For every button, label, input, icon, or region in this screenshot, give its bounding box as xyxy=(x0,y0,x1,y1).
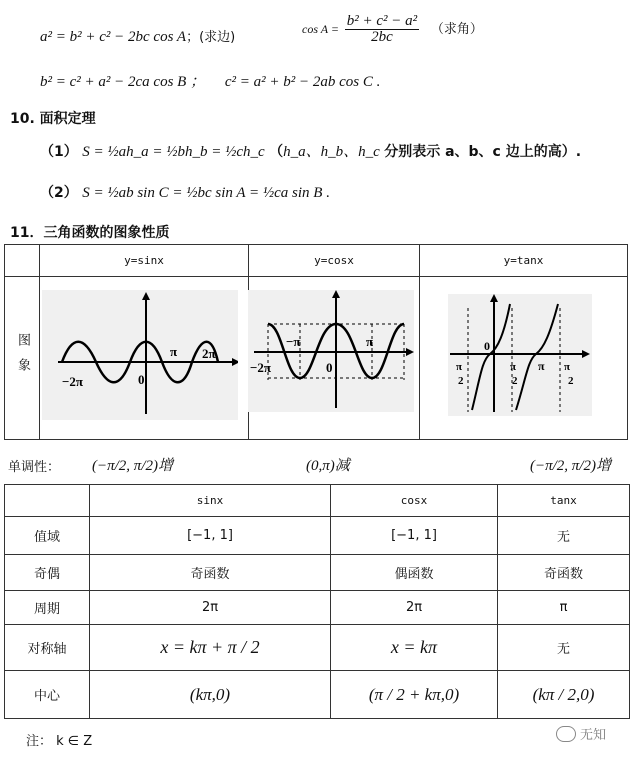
props-header-sin: sinx xyxy=(90,485,331,517)
area-item-1: （1） S = ½ah_a = ½bh_b = ½ch_c （h_a、h_b、h_c 分别表示 a、b、c 边上的高）. xyxy=(40,144,582,160)
props-label-parity: 奇偶 xyxy=(5,555,90,591)
tan-label-pi2: π xyxy=(510,361,517,373)
tan-label-negpi-den: 2 xyxy=(458,375,464,387)
cosine-law-a: a² = b² + c² − 2bc cos A；(求边) xyxy=(40,29,236,45)
graph-header-tan: y=tanx xyxy=(420,245,628,277)
props-header-cos: cosx xyxy=(331,485,498,517)
watermark: 无知 xyxy=(556,724,606,743)
props-range-cos: [−1, 1] xyxy=(331,517,498,555)
props-range-sin: [−1, 1] xyxy=(90,517,331,555)
mono-cos: (0,π)减 xyxy=(306,458,350,474)
cos-label-negpi: −π xyxy=(286,334,301,349)
props-parity-sin: 奇函数 xyxy=(90,555,331,591)
props-label-center: 中心 xyxy=(5,671,90,719)
props-axis-tan: 无 xyxy=(498,625,630,671)
tan-label-zero: 0 xyxy=(484,339,490,353)
graph-corner-cell xyxy=(5,245,40,277)
tan-label-3pi: π xyxy=(564,361,571,373)
props-period-sin: 2π xyxy=(90,591,331,625)
props-center-tan: (kπ / 2,0) xyxy=(498,671,630,719)
tan-label-pi: π xyxy=(538,359,545,373)
props-range-tan: 无 xyxy=(498,517,630,555)
tan-label-3pi-den: 2 xyxy=(568,375,574,387)
props-axis-cos: x = kπ xyxy=(331,625,498,671)
sin-label-zero: 0 xyxy=(138,372,145,387)
cos-graph xyxy=(248,290,414,412)
sin-graph xyxy=(42,290,238,420)
tan-label-negpi: π xyxy=(456,361,463,373)
cos-label-neg2pi: −2π xyxy=(250,360,272,375)
cos-label-pi: π xyxy=(366,334,374,349)
mono-sin: (−π/2, π/2)增 xyxy=(92,458,173,474)
chat-bubble-icon xyxy=(556,726,576,742)
props-label-period: 周期 xyxy=(5,591,90,625)
cosine-law-angle: cos A = $\frac{\text{b² + c² − a²}}{2bc}$ （求角） xyxy=(302,13,483,45)
graph-header-sin: y=sinx xyxy=(40,245,249,277)
cos-label-zero: 0 xyxy=(326,360,333,375)
props-table xyxy=(4,484,630,719)
props-period-cos: 2π xyxy=(331,591,498,625)
area-item-2: （2） S = ½ab sin C = ½bc sin A = ½ca sin B . xyxy=(40,185,330,201)
props-parity-tan: 奇函数 xyxy=(498,555,630,591)
props-parity-cos: 偶函数 xyxy=(331,555,498,591)
mono-label: 单调性： xyxy=(8,460,61,475)
props-label-range: 值域 xyxy=(5,517,90,555)
props-axis-sin: x = kπ + π / 2 xyxy=(90,625,331,671)
note-line: 注： k ∈ Z xyxy=(26,734,93,749)
props-center-sin: (kπ,0) xyxy=(90,671,331,719)
sin-label-2pi: 2π xyxy=(202,346,216,361)
tan-branch-1 xyxy=(472,304,510,410)
props-center-cos: (π / 2 + kπ,0) xyxy=(331,671,498,719)
props-period-tan: π xyxy=(498,591,630,625)
graph-row-label: 图象 xyxy=(5,277,40,440)
sin-label-pi: π xyxy=(170,344,178,359)
tan-branch-2 xyxy=(516,304,558,410)
tan-graph xyxy=(448,294,592,416)
trig-heading: 11．三角函数的图象性质 xyxy=(10,225,170,241)
props-corner xyxy=(5,485,90,517)
props-header-tan: tanx xyxy=(498,485,630,517)
area-heading: 10. 面积定理 xyxy=(10,111,96,127)
props-label-axis: 对称轴 xyxy=(5,625,90,671)
tan-label-pi2-den: 2 xyxy=(512,375,518,387)
mono-tan: (−π/2, π/2)增 xyxy=(530,458,611,474)
sin-label-neg2pi: −2π xyxy=(62,374,84,389)
graph-header-cos: y=cosx xyxy=(249,245,420,277)
cosine-law-b-c: b² = c² + a² − 2ca cos B ； c² = a² + b² − 2ab cos C . xyxy=(40,74,381,90)
